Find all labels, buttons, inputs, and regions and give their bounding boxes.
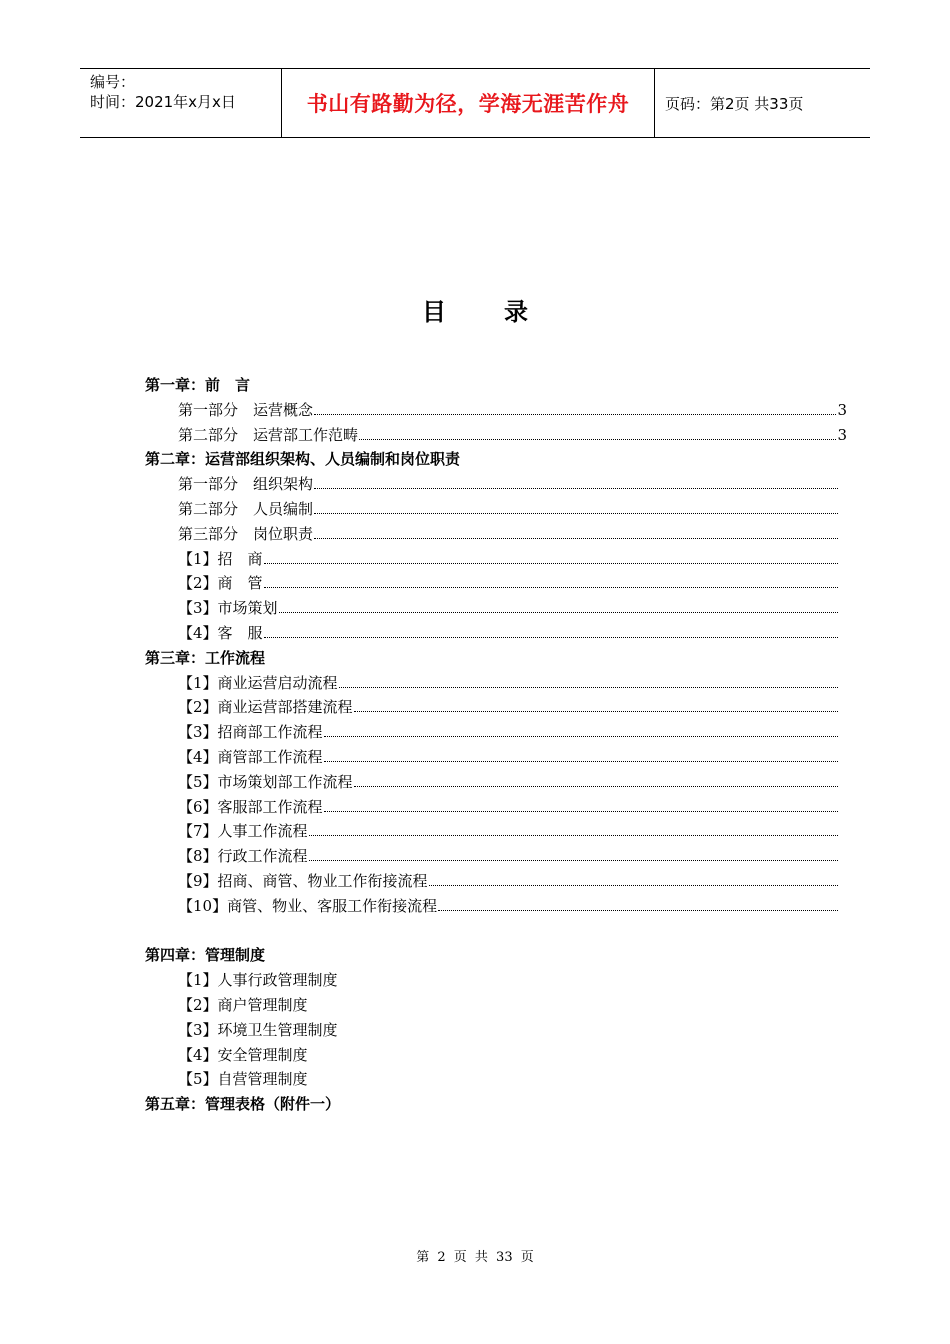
toc-entry[interactable] — [178, 869, 847, 894]
toc-dot-leader — [309, 860, 838, 861]
toc-entry[interactable] — [178, 894, 847, 919]
toc-dot-leader — [314, 414, 836, 415]
toc-page-number: 3 — [837, 425, 847, 444]
document-number-label: 编号： — [90, 73, 136, 91]
toc-dot-leader — [314, 488, 838, 489]
toc-chapter-heading[interactable]: 第二章：运营部组织架构、人员编制和岗位职责 — [145, 450, 461, 469]
toc-chapter-heading[interactable]: 第五章：管理表格（附件一） — [145, 1095, 341, 1114]
toc-entry[interactable] — [178, 819, 847, 844]
toc-item[interactable] — [178, 1067, 847, 1092]
toc-dot-leader — [264, 587, 838, 588]
toc-entry-label: 【3】市场策划 — [178, 599, 278, 618]
toc-entry-label: 【2】商 管 — [178, 574, 263, 593]
toc-dot-leader — [324, 736, 838, 737]
toc-item[interactable] — [178, 968, 847, 993]
toc-entry-label: 【4】安全管理制度 — [178, 1045, 308, 1064]
toc-entry-label: 【6】客服部工作流程 — [178, 797, 323, 816]
toc-entry[interactable] — [178, 795, 847, 820]
toc-dot-leader — [359, 439, 836, 440]
toc-entry-label: 【8】行政工作流程 — [178, 847, 308, 866]
header-page-info: 页码：第2页 共33页 — [665, 94, 804, 113]
toc-dot-leader — [438, 910, 838, 911]
page-footer: 第 2 页 共 33 页 — [416, 1250, 534, 1265]
toc-entry[interactable] — [178, 398, 847, 423]
toc-entry[interactable] — [178, 621, 847, 646]
toc-entry[interactable] — [178, 522, 847, 547]
toc-entry[interactable] — [178, 770, 847, 795]
toc-entry-label: 【7】人事工作流程 — [178, 822, 308, 841]
page-header — [80, 68, 870, 138]
toc-entry-label: 第二部分 人员编制 — [178, 499, 314, 518]
toc-chapter-heading[interactable]: 第一章：前 言 — [145, 376, 251, 394]
toc-dot-leader — [324, 811, 838, 812]
toc-entry-label: 【1】商业运营启动流程 — [178, 673, 338, 692]
document-time: 时间：2021年x月x日 — [90, 93, 236, 111]
toc-chapter-heading[interactable]: 第四章：管理制度 — [145, 946, 266, 965]
toc-entry-label: 第一部分 运营概念 — [178, 400, 314, 419]
header-meta — [80, 69, 282, 137]
header-motto: 书山有路勤为径，学海无涯苦作舟 — [282, 69, 655, 137]
toc-spacer — [145, 919, 847, 944]
toc-item[interactable] — [178, 1043, 847, 1068]
toc-entry-label: 【4】客 服 — [178, 623, 263, 642]
toc-dot-leader — [354, 786, 838, 787]
toc-entry-label: 第三部分 岗位职责 — [178, 524, 314, 543]
toc-item[interactable] — [178, 1018, 847, 1043]
toc-entry-label: 【1】招 商 — [178, 549, 263, 568]
toc-dot-leader — [324, 761, 838, 762]
toc-chapter-heading[interactable]: 第三章：工作流程 — [145, 648, 266, 667]
toc-entry[interactable] — [178, 596, 847, 621]
toc-entry-label: 【2】商户管理制度 — [178, 995, 308, 1014]
toc-entry[interactable] — [178, 547, 847, 572]
toc-dot-leader — [354, 711, 838, 712]
toc-entry[interactable] — [178, 844, 847, 869]
toc-entry-label: 【2】商业运营部搭建流程 — [178, 698, 353, 717]
toc-page-number: 3 — [837, 400, 847, 419]
toc-entry[interactable] — [178, 720, 847, 745]
toc-dot-leader — [339, 687, 838, 688]
toc-entry-label: 【9】招商、商管、物业工作衔接流程 — [178, 871, 428, 890]
toc-entry[interactable] — [178, 472, 847, 497]
toc-dot-leader — [309, 835, 838, 836]
toc-entry[interactable] — [178, 671, 847, 696]
toc-entry-label: 第一部分 组织架构 — [178, 475, 314, 494]
toc-entry-label: 【1】人事行政管理制度 — [178, 971, 338, 990]
toc-entry[interactable] — [178, 423, 847, 448]
toc-entry[interactable] — [178, 745, 847, 770]
toc-entry-label: 【5】市场策划部工作流程 — [178, 772, 353, 791]
table-of-contents — [145, 373, 847, 1117]
toc-entry[interactable] — [178, 571, 847, 596]
toc-dot-leader — [279, 612, 838, 613]
toc-dot-leader — [314, 513, 838, 514]
page-title: 目录 — [422, 297, 586, 326]
toc-entry-label: 第二部分 运营部工作范畴 — [178, 425, 359, 444]
toc-entry-label: 【10】商管、物业、客服工作衔接流程 — [178, 896, 438, 915]
toc-entry-label: 【3】环境卫生管理制度 — [178, 1020, 338, 1039]
toc-dot-leader — [429, 885, 838, 886]
toc-dot-leader — [264, 637, 838, 638]
toc-entry[interactable] — [178, 497, 847, 522]
toc-dot-leader — [314, 538, 838, 539]
toc-entry-label: 【4】商管部工作流程 — [178, 747, 323, 766]
toc-item[interactable] — [178, 993, 847, 1018]
toc-entry-label: 【3】招商部工作流程 — [178, 723, 323, 742]
toc-dot-leader — [264, 563, 838, 564]
toc-entry[interactable] — [178, 695, 847, 720]
toc-entry-label: 【5】自营管理制度 — [178, 1070, 308, 1089]
